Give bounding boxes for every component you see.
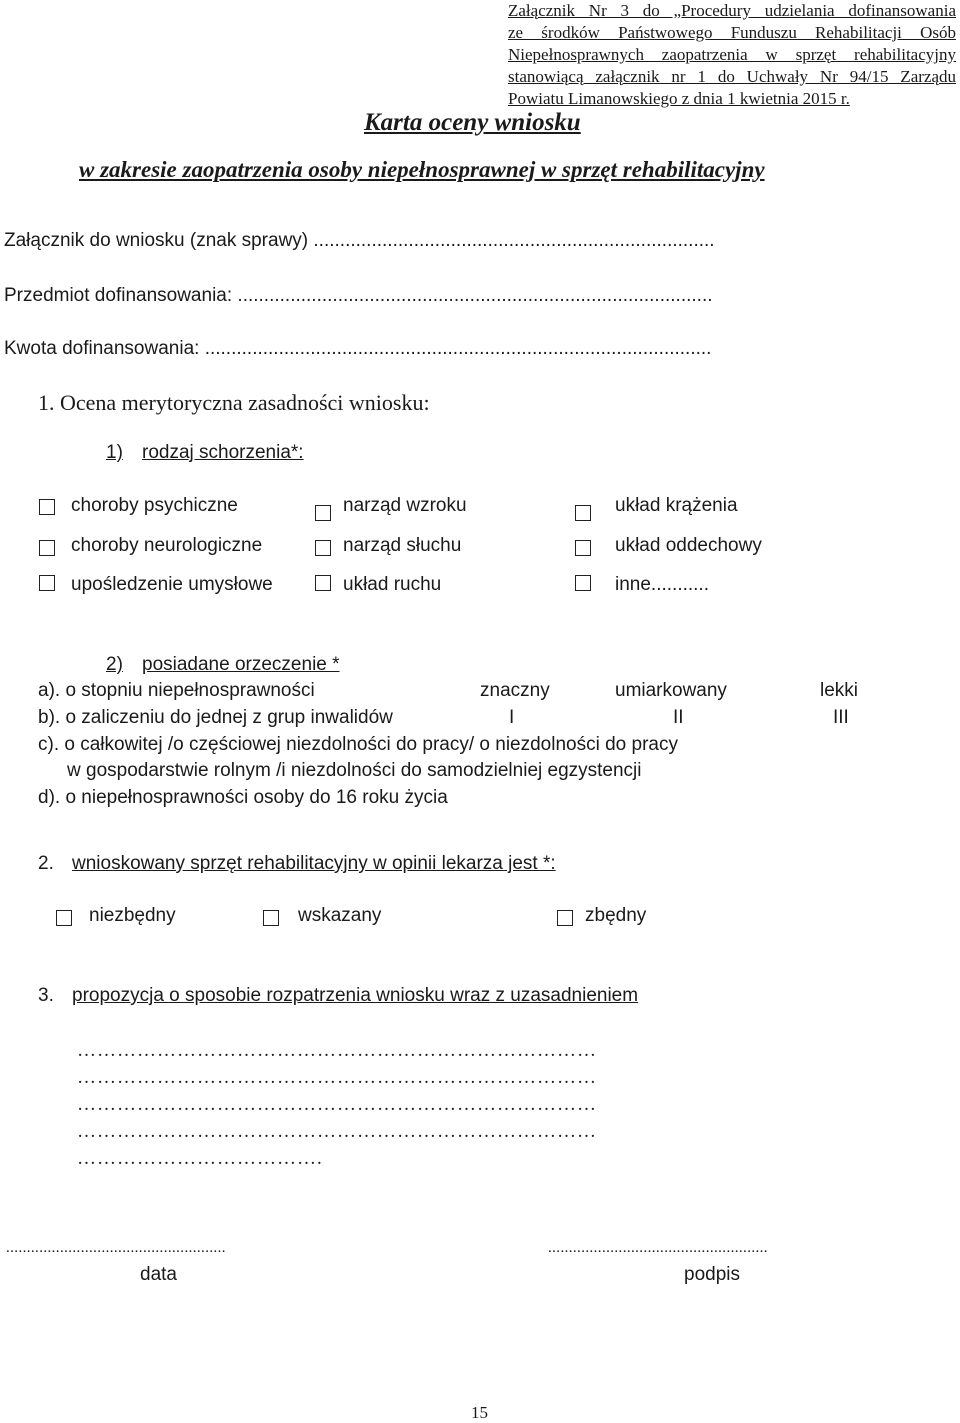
header-note [508,0,956,110]
section2-label: wnioskowany sprzęt rehabilitacyjny w opinii lekarza jest *: [72,853,556,874]
dotted-line: …………………………………………………………………… [77,1067,597,1088]
row-c-line2: w gospodarstwie rolnym /i niezdolności do samodzielniej egzystencji [67,760,642,781]
checkbox-zbedny[interactable] [557,910,573,926]
checkbox-narzad-sluchu[interactable] [315,540,331,556]
row-c-line1: c). o całkowitej /o częściowej niezdolności do pracy/ o niezdolności do pracy [38,734,678,755]
checkbox-inne[interactable] [575,575,591,591]
header-line: Załącznik Nr 3 do „Procedury udzielania dofinansowania [508,1,956,20]
header-line: stanowiącą załącznik nr 1 do Uchwały Nr 94/15 Zarządu [508,67,956,86]
dotted-line: ………………………………. [77,1148,323,1169]
option-label: inne........... [615,574,709,595]
page-title: Karta oceny wniosku [364,109,581,136]
option-label: choroby neurologiczne [71,535,263,556]
checkbox-uklad-oddechowy[interactable] [575,540,591,556]
row-b-option: I [509,707,515,728]
header-line: Powiatu Limanowskiego z dnia 1 kwietnia 2015 r. [508,89,850,108]
checkbox-uklad-ruchu[interactable] [315,575,331,591]
sub2-number: 2) [106,654,123,675]
checkbox-choroby-neurologiczne[interactable] [39,540,55,556]
dotted-line: …………………………………………………………………… [77,1094,597,1115]
section3-label: propozycja o sposobie rozpatrzenia wniosku wraz z uzasadnieniem [72,985,639,1006]
checkbox-choroby-psychiczne[interactable] [39,499,55,515]
option-label: upośledzenie umysłowe [71,574,273,595]
field-przedmiot: Przedmiot dofinansowania: .......................................................................................... [4,285,713,306]
option-label: choroby psychiczne [71,495,238,516]
option-label: zbędny [585,905,647,926]
row-a-option: lekki [820,680,859,701]
option-label: układ krążenia [615,495,738,516]
option-label: układ ruchu [343,574,442,595]
option-label: układ oddechowy [615,535,762,556]
field-zalacznik: Załącznik do wniosku (znak sprawy) ............................................................................ [4,230,715,251]
checkbox-niezbedny[interactable] [56,910,72,926]
header-line: Niepełnosprawnych zaopatrzenia w sprzęt rehabilitacyjny [508,45,956,64]
header-line: ze środków Państwowego Funduszu Rehabilitacji Osób [508,23,956,42]
dotted-line: …………………………………………………………………… [77,1040,597,1061]
option-label: narząd słuchu [343,535,462,556]
section2-number: 2. [38,853,54,874]
dotted-line: …………………………………………………………………… [77,1121,597,1142]
row-a-text: a). o stopniu niepełnosprawności [38,680,315,701]
row-a-option: znaczny [480,680,550,701]
signature-label: podpis [684,1264,740,1285]
row-a-option: umiarkowany [615,680,727,701]
option-label: wskazany [298,905,382,926]
row-b-option: III [833,707,849,728]
section1-title: 1. Ocena merytoryczna zasadności wniosku: [38,390,430,415]
option-label: niezbędny [89,905,176,926]
checkbox-wskazany[interactable] [263,910,279,926]
field-kwota: Kwota dofinansowania: ................................................................................................ [4,338,712,359]
row-b-option: II [673,707,684,728]
checkbox-uklad-krazenia[interactable] [575,505,591,521]
sub1-label: rodzaj schorzenia*: [142,442,304,463]
row-d-text: d). o niepełnosprawności osoby do 16 roku życia [38,787,448,808]
signature-dots: ..................................................... [548,1240,768,1256]
section3-number: 3. [38,985,54,1006]
page-subtitle: w zakresie zaopatrzenia osoby niepełnosprawnej w sprzęt rehabilitacyjny [79,157,765,182]
sub2-label: posiadane orzeczenie * [142,654,340,675]
sub1-number: 1) [106,442,123,463]
page-number: 15 [471,1403,488,1422]
date-label: data [140,1264,177,1285]
date-dots: ..................................................... [6,1240,226,1256]
row-b-text: b). o zaliczeniu do jednej z grup inwalidów [38,707,393,728]
checkbox-narzad-wzroku[interactable] [315,505,331,521]
checkbox-uposledzenie[interactable] [39,575,55,591]
option-label: narząd wzroku [343,495,467,516]
